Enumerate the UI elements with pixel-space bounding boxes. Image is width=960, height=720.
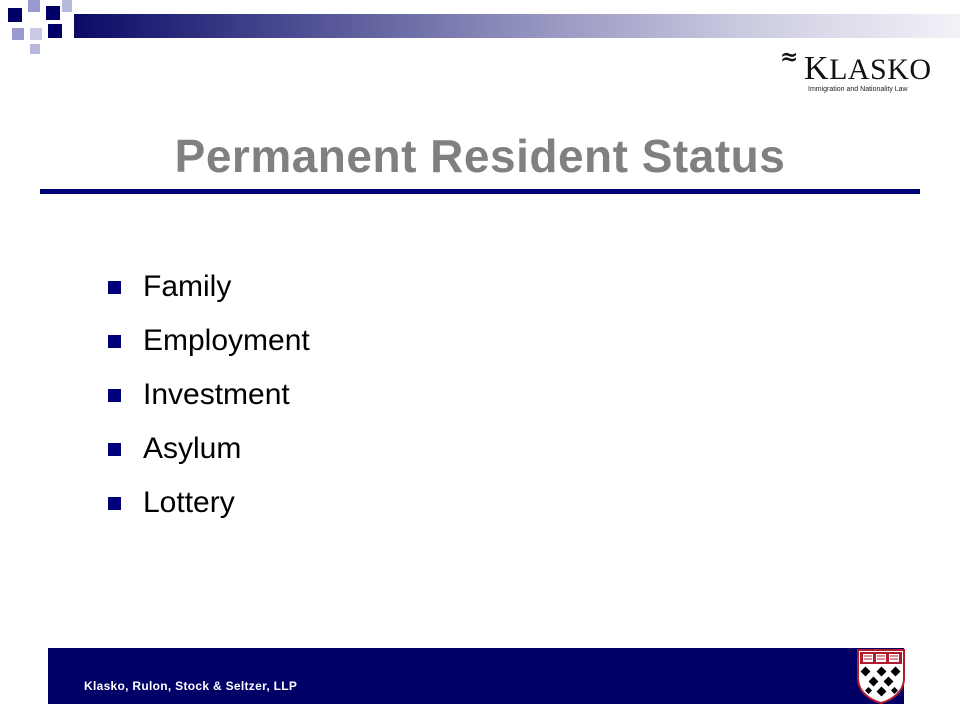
logo-name-rest: LASKO bbox=[829, 53, 932, 86]
logo-name bbox=[804, 50, 932, 87]
slide-title: Permanent Resident Status bbox=[174, 130, 786, 182]
header-gradient-band bbox=[74, 14, 960, 38]
title-underline bbox=[40, 189, 920, 194]
corner-square bbox=[46, 6, 60, 20]
square-bullet-icon bbox=[108, 443, 121, 456]
bullet-text: Family bbox=[143, 270, 232, 303]
bullet-item bbox=[108, 476, 310, 530]
corner-square bbox=[28, 0, 40, 12]
footer-firm-name: Klasko, Rulon, Stock & Seltzer, LLP bbox=[84, 679, 298, 693]
bullet-text: Lottery bbox=[143, 486, 235, 519]
corner-square bbox=[8, 8, 22, 22]
bullet-item bbox=[108, 314, 310, 368]
harvard-shield-icon bbox=[854, 648, 908, 704]
square-bullet-icon bbox=[108, 335, 121, 348]
square-bullet-icon bbox=[108, 281, 121, 294]
corner-square bbox=[12, 28, 24, 40]
logo-name-initial: K bbox=[804, 50, 830, 87]
bullet-text: Employment bbox=[143, 324, 310, 357]
corner-decoration bbox=[0, 0, 80, 60]
logo-wave-mark: ≈ bbox=[780, 44, 799, 70]
bullet-list bbox=[108, 260, 310, 530]
bullet-item bbox=[108, 422, 310, 476]
bullet-text: Asylum bbox=[143, 432, 242, 465]
footer-bar bbox=[48, 648, 904, 704]
bullet-text: Investment bbox=[143, 378, 290, 411]
klasko-logo bbox=[780, 44, 932, 94]
bullet-item bbox=[108, 260, 310, 314]
corner-square bbox=[62, 0, 72, 12]
square-bullet-icon bbox=[108, 497, 121, 510]
corner-square bbox=[30, 28, 42, 40]
logo-tagline: Immigration and Nationality Law bbox=[808, 86, 908, 93]
square-bullet-icon bbox=[108, 389, 121, 402]
corner-square bbox=[30, 44, 40, 54]
bullet-item bbox=[108, 368, 310, 422]
corner-square bbox=[48, 24, 62, 38]
